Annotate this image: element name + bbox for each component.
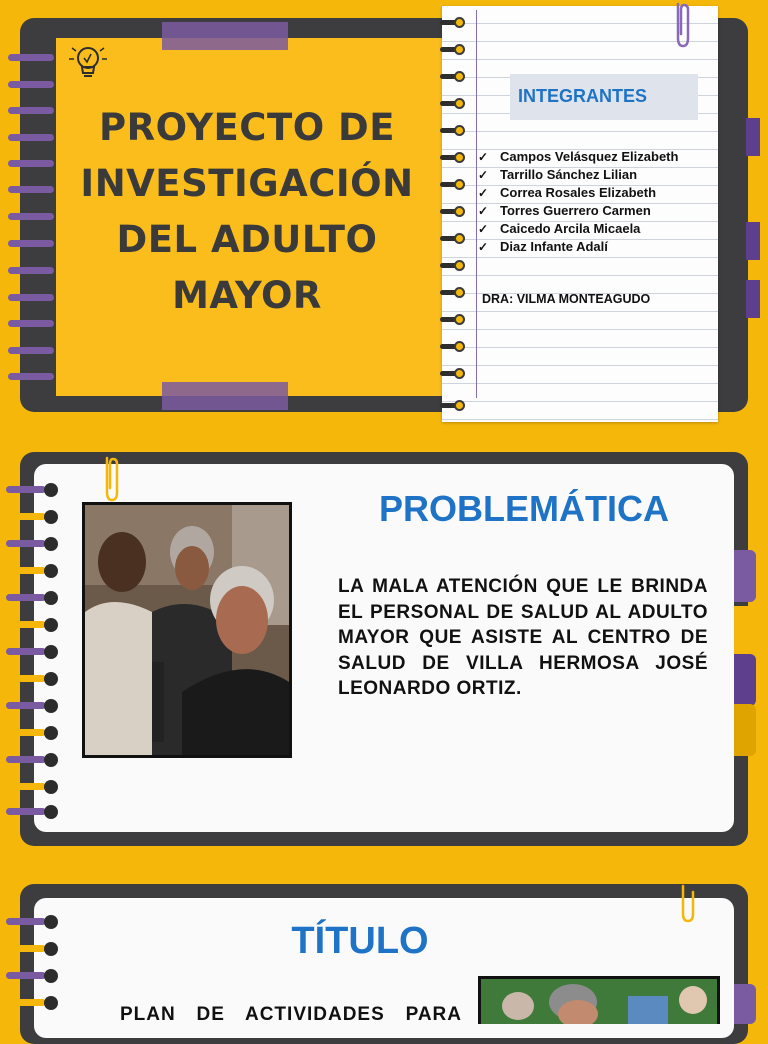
list-item bbox=[478, 166, 678, 184]
activity-photo bbox=[478, 976, 720, 1024]
title-line: DEL ADULTO bbox=[116, 218, 378, 261]
side-tab bbox=[734, 704, 756, 756]
members-list bbox=[478, 148, 678, 256]
member-name: Campos Velásquez Elizabeth bbox=[500, 149, 679, 164]
advisor-name: DRA: VILMA MONTEAGUDO bbox=[482, 292, 651, 306]
list-item bbox=[478, 148, 678, 166]
title-line: MAYOR bbox=[172, 274, 322, 317]
member-name: Torres Guerrero Carmen bbox=[500, 203, 651, 218]
titulo-text: PLAN DE ACTIVIDADES PARA bbox=[120, 1004, 462, 1025]
side-tab bbox=[734, 550, 756, 602]
paperclip-icon bbox=[672, 0, 692, 50]
paperclip-icon bbox=[678, 884, 696, 924]
member-name: Caicedo Arcila Micaela bbox=[500, 221, 641, 236]
member-name: Correa Rosales Elizabeth bbox=[500, 185, 657, 200]
titulo-heading: TÍTULO bbox=[291, 920, 429, 962]
side-tab bbox=[746, 118, 760, 156]
project-title bbox=[58, 100, 436, 324]
list-item bbox=[478, 184, 678, 202]
checkmark-icon: ✓ bbox=[478, 240, 489, 254]
elderly-women-photo bbox=[82, 502, 292, 758]
list-item bbox=[478, 220, 678, 238]
checkmark-icon: ✓ bbox=[478, 222, 489, 236]
title-line: PROYECTO DE bbox=[98, 106, 396, 149]
paper-margin-line bbox=[476, 10, 477, 398]
side-tab bbox=[734, 606, 756, 658]
tape-bottom bbox=[162, 382, 288, 410]
checkmark-icon: ✓ bbox=[478, 150, 489, 164]
tape-top bbox=[162, 22, 288, 50]
member-name: Diaz Infante Adalí bbox=[500, 239, 608, 254]
list-item bbox=[478, 238, 678, 256]
checkmark-icon: ✓ bbox=[478, 186, 489, 200]
checkmark-icon: ✓ bbox=[478, 204, 489, 218]
paperclip-icon bbox=[102, 454, 120, 504]
problematica-text: LA MALA ATENCIÓN QUE LE BRINDA EL PERSONAL DE SALUD AL ADULTO MAYOR QUE ASISTE AL CENTRO DE SALUD DE VILLA HERMOSA JOSÉ LEONARDO ORTIZ. bbox=[338, 576, 708, 699]
side-tab bbox=[746, 280, 760, 318]
checkmark-icon: ✓ bbox=[478, 168, 489, 182]
title-line: INVESTIGACIÓN bbox=[80, 162, 414, 205]
side-tab bbox=[734, 654, 756, 706]
member-name: Tarrillo Sánchez Lilian bbox=[500, 167, 638, 182]
lightbulb-icon bbox=[66, 42, 110, 82]
problematica-heading: PROBLEMÁTICA bbox=[379, 488, 669, 529]
list-item bbox=[478, 202, 678, 220]
side-tab bbox=[734, 984, 756, 1024]
side-tab bbox=[746, 222, 760, 260]
integrantes-label: INTEGRANTES bbox=[518, 86, 648, 106]
